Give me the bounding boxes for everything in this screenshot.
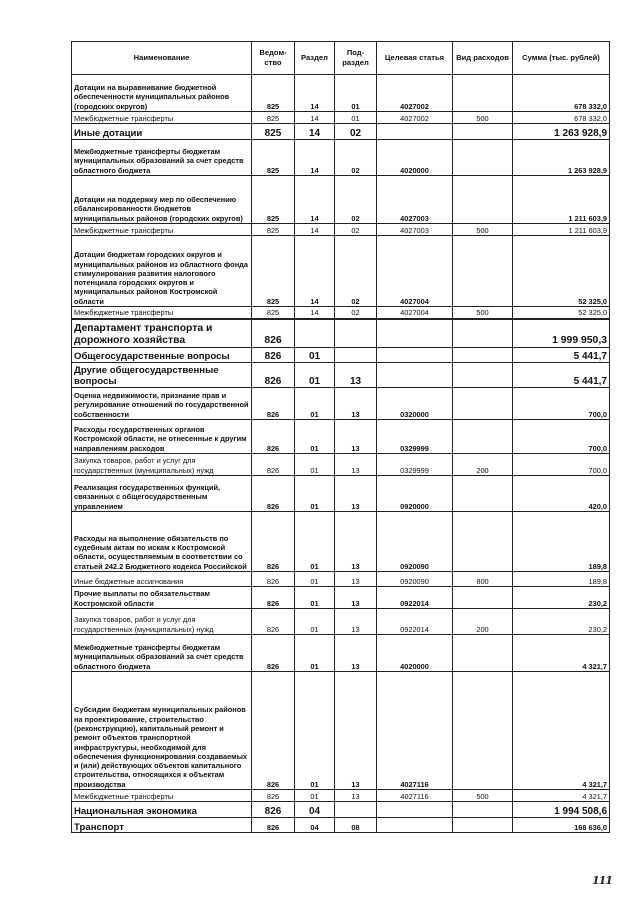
row-ved: 826 xyxy=(252,319,295,348)
row-cel-statya: 0320000 xyxy=(377,388,453,420)
row-vid-rashodov xyxy=(453,420,513,454)
row-cel-statya: 4027116 xyxy=(377,790,453,802)
row-podrazdel: 13 xyxy=(335,420,377,454)
row-razdel: 04 xyxy=(295,818,335,833)
row-name: Закупка товаров, работ и услуг для государственных (муниципальных) нужд xyxy=(72,609,252,635)
row-name: Общегосударственные вопросы xyxy=(72,348,252,363)
row-ved: 826 xyxy=(252,672,295,790)
row-podrazdel: 02 xyxy=(335,140,377,176)
row-podrazdel: 13 xyxy=(335,609,377,635)
row-razdel: 14 xyxy=(295,140,335,176)
row-summa: 4 321,7 xyxy=(513,635,610,672)
row-cel-statya: 4027002 xyxy=(377,75,453,112)
table-row xyxy=(72,363,610,388)
row-name: Дотации на поддержку мер по обеспечению сбалансированности бюджетов муниципальных районов (городских округов) xyxy=(72,176,252,224)
row-summa: 4 321,7 xyxy=(513,790,610,802)
row-podrazdel: 13 xyxy=(335,363,377,388)
row-ved: 826 xyxy=(252,388,295,420)
row-ved: 825 xyxy=(252,224,295,236)
row-name: Иные дотации xyxy=(72,124,252,140)
row-cel-statya: 4020000 xyxy=(377,140,453,176)
row-razdel: 01 xyxy=(295,388,335,420)
row-cel-statya: 4027004 xyxy=(377,307,453,319)
page-number: 111 xyxy=(592,874,612,887)
row-vid-rashodov: 200 xyxy=(453,454,513,476)
row-razdel: 14 xyxy=(295,176,335,224)
table-row xyxy=(72,124,610,140)
row-summa: 5 441,7 xyxy=(513,363,610,388)
row-podrazdel: 13 xyxy=(335,572,377,587)
row-cel-statya: 0922014 xyxy=(377,587,453,609)
row-vid-rashodov xyxy=(453,363,513,388)
row-summa: 4 321,7 xyxy=(513,672,610,790)
row-podrazdel: 13 xyxy=(335,454,377,476)
row-cel-statya: 4027003 xyxy=(377,176,453,224)
table-row xyxy=(72,388,610,420)
row-name: Расходы на выполнение обязательств по судебным актам по искам к Костромской области, осуществляемым в соответствии со статьей 242.2 Бюджетного кодекса Российской xyxy=(72,512,252,572)
row-cel-statya: 0922014 xyxy=(377,609,453,635)
row-razdel: 01 xyxy=(295,420,335,454)
row-vid-rashodov xyxy=(453,319,513,348)
table-row xyxy=(72,609,610,635)
row-name: Оценка недвижимости, признание прав и регулирование отношений по государственной собственности xyxy=(72,388,252,420)
row-cel-statya xyxy=(377,363,453,388)
row-podrazdel: 02 xyxy=(335,236,377,307)
row-summa: 189,8 xyxy=(513,572,610,587)
row-razdel: 04 xyxy=(295,802,335,818)
row-ved: 826 xyxy=(252,476,295,512)
row-vid-rashodov xyxy=(453,348,513,363)
row-razdel: 14 xyxy=(295,307,335,319)
row-vid-rashodov xyxy=(453,587,513,609)
header-cel-statya: Целевая статья xyxy=(377,42,453,75)
row-cel-statya: 4027002 xyxy=(377,112,453,124)
row-ved: 826 xyxy=(252,587,295,609)
row-vid-rashodov: 200 xyxy=(453,609,513,635)
row-vid-rashodov: 500 xyxy=(453,790,513,802)
row-summa: 700,0 xyxy=(513,388,610,420)
row-podrazdel: 01 xyxy=(335,75,377,112)
row-cel-statya: 0329999 xyxy=(377,420,453,454)
row-vid-rashodov xyxy=(453,476,513,512)
row-name: Реализация государственных функций, связанных с общегосударственным управлением xyxy=(72,476,252,512)
table-row xyxy=(72,512,610,572)
table-row xyxy=(72,140,610,176)
row-podrazdel: 02 xyxy=(335,224,377,236)
row-ved: 826 xyxy=(252,454,295,476)
row-ved: 826 xyxy=(252,512,295,572)
row-ved: 825 xyxy=(252,140,295,176)
row-summa: 678 332,0 xyxy=(513,112,610,124)
header-podrazdel: Под-раздел xyxy=(335,42,377,75)
row-podrazdel: 13 xyxy=(335,790,377,802)
row-podrazdel xyxy=(335,802,377,818)
row-vid-rashodov: 500 xyxy=(453,112,513,124)
row-razdel: 14 xyxy=(295,124,335,140)
row-podrazdel: 13 xyxy=(335,476,377,512)
table-row xyxy=(72,790,610,802)
row-podrazdel: 13 xyxy=(335,635,377,672)
row-ved: 826 xyxy=(252,420,295,454)
table-row xyxy=(72,802,610,818)
row-vid-rashodov xyxy=(453,75,513,112)
row-summa: 1 263 928,9 xyxy=(513,124,610,140)
row-ved: 826 xyxy=(252,802,295,818)
row-vid-rashodov xyxy=(453,802,513,818)
row-podrazdel: 01 xyxy=(335,112,377,124)
row-ved: 825 xyxy=(252,75,295,112)
row-razdel: 01 xyxy=(295,572,335,587)
row-vid-rashodov xyxy=(453,388,513,420)
row-podrazdel: 02 xyxy=(335,307,377,319)
table-row xyxy=(72,112,610,124)
row-name: Дотации на выравнивание бюджетной обеспеченности муниципальных районов (городских округов) xyxy=(72,75,252,112)
row-vid-rashodov xyxy=(453,140,513,176)
row-razdel: 01 xyxy=(295,363,335,388)
row-cel-statya xyxy=(377,124,453,140)
row-name: Транспорт xyxy=(72,818,252,833)
table-row xyxy=(72,572,610,587)
header-summa: Сумма (тыс. рублей) xyxy=(513,42,610,75)
row-summa: 678 332,0 xyxy=(513,75,610,112)
table-row xyxy=(72,672,610,790)
row-podrazdel: 02 xyxy=(335,176,377,224)
row-cel-statya: 4027004 xyxy=(377,236,453,307)
row-name: Иные бюджетные ассигнования xyxy=(72,572,252,587)
row-ved: 825 xyxy=(252,307,295,319)
row-podrazdel: 08 xyxy=(335,818,377,833)
row-name: Закупка товаров, работ и услуг для государственных (муниципальных) нужд xyxy=(72,454,252,476)
row-vid-rashodov: 800 xyxy=(453,572,513,587)
budget-sheet xyxy=(71,41,609,833)
row-name: Прочие выплаты по обязательствам Костромской области xyxy=(72,587,252,609)
row-vid-rashodov xyxy=(453,818,513,833)
row-ved: 825 xyxy=(252,236,295,307)
row-podrazdel: 13 xyxy=(335,672,377,790)
row-podrazdel: 02 xyxy=(335,124,377,140)
row-vid-rashodov: 500 xyxy=(453,307,513,319)
header-name: Наименование xyxy=(72,42,252,75)
row-ved: 826 xyxy=(252,363,295,388)
row-summa: 1 263 928,9 xyxy=(513,140,610,176)
row-name: Межбюджетные трансферты xyxy=(72,112,252,124)
row-name: Национальная экономика xyxy=(72,802,252,818)
row-razdel xyxy=(295,319,335,348)
row-cel-statya: 0329999 xyxy=(377,454,453,476)
row-name: Межбюджетные трансферты бюджетам муниципальных образований за счет средств областного бюджета xyxy=(72,140,252,176)
table-row xyxy=(72,75,610,112)
row-name: Межбюджетные трансферты xyxy=(72,790,252,802)
table-row xyxy=(72,454,610,476)
row-ved: 825 xyxy=(252,176,295,224)
table-row xyxy=(72,176,610,224)
table-row xyxy=(72,587,610,609)
row-summa: 5 441,7 xyxy=(513,348,610,363)
row-razdel: 01 xyxy=(295,587,335,609)
row-summa: 1 211 603,9 xyxy=(513,224,610,236)
row-razdel: 14 xyxy=(295,75,335,112)
row-razdel: 14 xyxy=(295,224,335,236)
row-podrazdel: 13 xyxy=(335,587,377,609)
row-summa: 700,0 xyxy=(513,454,610,476)
row-vid-rashodov xyxy=(453,124,513,140)
row-summa: 700,0 xyxy=(513,420,610,454)
row-summa: 1 211 603,9 xyxy=(513,176,610,224)
row-name: Департамент транспорта и дорожного хозяйства xyxy=(72,319,252,348)
row-summa: 1 999 950,3 xyxy=(513,319,610,348)
row-summa: 230,2 xyxy=(513,609,610,635)
row-cel-statya: 4020000 xyxy=(377,635,453,672)
row-vid-rashodov xyxy=(453,635,513,672)
row-cel-statya: 4027116 xyxy=(377,672,453,790)
header-vid-rashodov: Вид расходов xyxy=(453,42,513,75)
row-ved: 826 xyxy=(252,348,295,363)
row-name: Дотации бюджетам городских округов и муниципальных районов из областного фонда стимулирования развития налогового потенциала городских округов и муниципальных районов Костромской области xyxy=(72,236,252,307)
row-vid-rashodov xyxy=(453,512,513,572)
row-vid-rashodov xyxy=(453,236,513,307)
row-cel-statya xyxy=(377,818,453,833)
table-row xyxy=(72,319,610,348)
row-razdel: 01 xyxy=(295,672,335,790)
row-summa: 420,0 xyxy=(513,476,610,512)
row-cel-statya xyxy=(377,348,453,363)
row-ved: 825 xyxy=(252,124,295,140)
row-summa: 1 994 508,6 xyxy=(513,802,610,818)
table-row xyxy=(72,476,610,512)
table-row xyxy=(72,818,610,833)
row-cel-statya xyxy=(377,319,453,348)
row-razdel: 01 xyxy=(295,790,335,802)
header-razdel: Раздел xyxy=(295,42,335,75)
budget-table xyxy=(71,41,610,833)
row-name: Межбюджетные трансферты xyxy=(72,224,252,236)
row-summa: 52 325,0 xyxy=(513,236,610,307)
row-podrazdel xyxy=(335,348,377,363)
row-ved: 826 xyxy=(252,818,295,833)
row-name: Расходы государственных органов Костромской области, не отнесенные к другим направлениям расходов xyxy=(72,420,252,454)
header-ved: Ведом-ство xyxy=(252,42,295,75)
row-ved: 826 xyxy=(252,790,295,802)
table-row xyxy=(72,420,610,454)
row-razdel: 01 xyxy=(295,512,335,572)
row-podrazdel xyxy=(335,319,377,348)
table-row xyxy=(72,635,610,672)
row-cel-statya: 0920090 xyxy=(377,512,453,572)
row-cel-statya xyxy=(377,802,453,818)
row-ved: 825 xyxy=(252,112,295,124)
row-summa: 52 325,0 xyxy=(513,307,610,319)
row-razdel: 01 xyxy=(295,635,335,672)
row-podrazdel: 13 xyxy=(335,512,377,572)
row-name: Межбюджетные трансферты бюджетам муниципальных образований за счет средств областного бюджета xyxy=(72,635,252,672)
row-summa: 189,8 xyxy=(513,512,610,572)
row-summa: 168 636,0 xyxy=(513,818,610,833)
table-header-row xyxy=(72,42,610,75)
row-ved: 826 xyxy=(252,635,295,672)
row-name: Субсидии бюджетам муниципальных районов на проектирование, строительство (реконструкцию), капитальный ремонт и ремонт объектов транспортной инфраструктуры, необходимой для обеспечения функционирования создаваемых и (или) действующих объектов капитального строительства, относящихся к объектам производства xyxy=(72,672,252,790)
row-name: Межбюджетные трансферты xyxy=(72,307,252,319)
row-vid-rashodov xyxy=(453,672,513,790)
row-vid-rashodov: 500 xyxy=(453,224,513,236)
row-podrazdel: 13 xyxy=(335,388,377,420)
row-razdel: 01 xyxy=(295,348,335,363)
table-row xyxy=(72,348,610,363)
row-ved: 826 xyxy=(252,572,295,587)
row-razdel: 01 xyxy=(295,609,335,635)
table-row xyxy=(72,224,610,236)
table-row xyxy=(72,307,610,319)
row-razdel: 14 xyxy=(295,236,335,307)
row-razdel: 14 xyxy=(295,112,335,124)
row-cel-statya: 4027003 xyxy=(377,224,453,236)
row-cel-statya: 0920090 xyxy=(377,572,453,587)
row-name: Другие общегосударственные вопросы xyxy=(72,363,252,388)
row-razdel: 01 xyxy=(295,454,335,476)
row-summa: 230,2 xyxy=(513,587,610,609)
row-razdel: 01 xyxy=(295,476,335,512)
row-cel-statya: 0920000 xyxy=(377,476,453,512)
table-row xyxy=(72,236,610,307)
row-vid-rashodov xyxy=(453,176,513,224)
row-ved: 826 xyxy=(252,609,295,635)
